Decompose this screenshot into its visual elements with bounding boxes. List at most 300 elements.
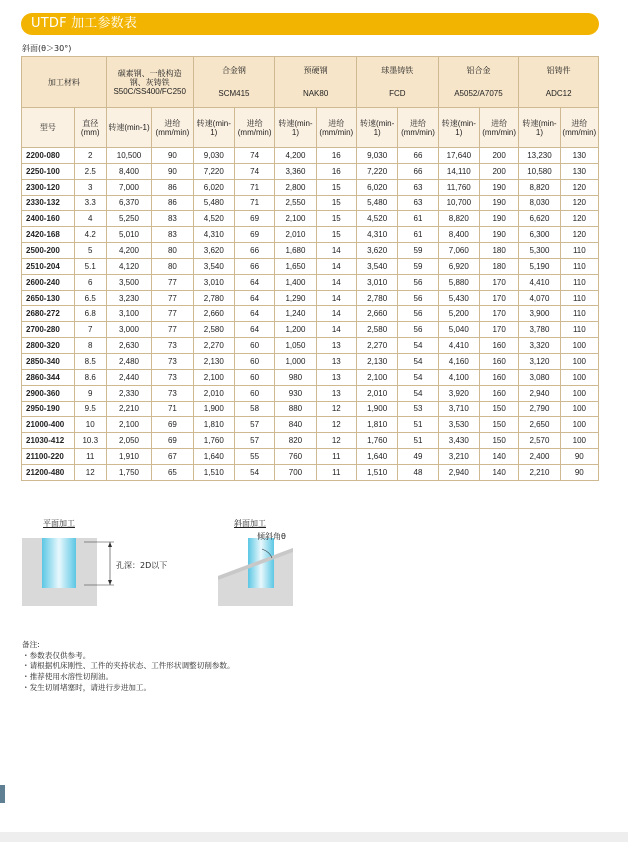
- feed-cell: 74: [234, 148, 274, 164]
- feed-cell: 180: [480, 258, 519, 274]
- speed-cell: 4,160: [438, 353, 479, 369]
- notes-section: [22, 640, 235, 694]
- drill-hole: [42, 538, 76, 588]
- feed-cell: 73: [152, 338, 193, 354]
- speed-cell: 8,820: [519, 179, 560, 195]
- speed-cell: 3,210: [438, 449, 479, 465]
- material-grade: SCM415: [218, 89, 250, 98]
- speed-cell: 1,510: [193, 464, 234, 480]
- speed-header: 转速(min-1): [106, 108, 151, 148]
- speed-cell: 1,510: [356, 464, 397, 480]
- feed-cell: 54: [398, 385, 438, 401]
- feed-cell: 80: [152, 243, 193, 259]
- feed-cell: 120: [560, 227, 598, 243]
- speed-cell: 1,640: [356, 449, 397, 465]
- model-cell: 2800-320: [22, 338, 75, 354]
- feed-cell: 56: [398, 322, 438, 338]
- speed-cell: 3,900: [519, 306, 560, 322]
- speed-cell: 1,650: [275, 258, 316, 274]
- speed-cell: 4,070: [519, 290, 560, 306]
- feed-cell: 71: [234, 179, 274, 195]
- speed-cell: 6,620: [519, 211, 560, 227]
- feed-cell: 100: [560, 433, 598, 449]
- feed-cell: 110: [560, 274, 598, 290]
- feed-cell: 63: [398, 179, 438, 195]
- feed-cell: 160: [480, 338, 519, 354]
- diameter-cell: 2: [74, 148, 106, 164]
- speed-cell: 3,530: [438, 417, 479, 433]
- feed-cell: 56: [398, 306, 438, 322]
- feed-cell: 54: [398, 369, 438, 385]
- table-row: [22, 274, 599, 290]
- speed-cell: 3,780: [519, 322, 560, 338]
- speed-cell: 2,010: [275, 227, 316, 243]
- feed-cell: 66: [234, 258, 274, 274]
- speed-cell: 840: [275, 417, 316, 433]
- feed-cell: 90: [560, 449, 598, 465]
- feed-cell: 57: [234, 417, 274, 433]
- speed-cell: 2,800: [275, 179, 316, 195]
- speed-cell: 5,200: [438, 306, 479, 322]
- speed-cell: 3,100: [106, 306, 151, 322]
- diameter-cell: 4: [74, 211, 106, 227]
- note-item: ・发生切屑堵塞时，请进行步进加工。: [22, 682, 152, 692]
- feed-cell: 60: [234, 385, 274, 401]
- feed-cell: 120: [560, 179, 598, 195]
- table-subtitle: 斜面(θ＞30°): [22, 44, 72, 53]
- feed-cell: 69: [152, 433, 193, 449]
- feed-cell: 100: [560, 385, 598, 401]
- material-name: 碳素钢、一般构造钢、灰铸铁: [117, 68, 182, 87]
- speed-cell: 2,650: [519, 417, 560, 433]
- model-header: 型号: [22, 108, 75, 148]
- speed-cell: 2,570: [519, 433, 560, 449]
- flat-machining-title: 平面加工: [43, 519, 75, 528]
- material-header-prehardened-steel: [275, 57, 357, 108]
- speed-cell: 6,020: [356, 179, 397, 195]
- feed-cell: 67: [152, 449, 193, 465]
- material-grade: FCD: [389, 89, 406, 98]
- speed-cell: 1,900: [356, 401, 397, 417]
- feed-cell: 190: [480, 211, 519, 227]
- note-item: ・推荐使用水溶性切削油。: [22, 672, 114, 682]
- speed-cell: 3,320: [519, 338, 560, 354]
- feed-cell: 66: [398, 148, 438, 164]
- speed-cell: 3,000: [106, 322, 151, 338]
- speed-cell: 1,050: [275, 338, 316, 354]
- speed-cell: 3,230: [106, 290, 151, 306]
- speed-cell: 4,520: [193, 211, 234, 227]
- diameter-cell: 2.5: [74, 163, 106, 179]
- table-row: [22, 290, 599, 306]
- material-header-aluminum-casting: [519, 57, 599, 108]
- feed-cell: 61: [398, 227, 438, 243]
- column-header-row: [22, 108, 599, 148]
- speed-cell: 7,220: [193, 163, 234, 179]
- feed-cell: 190: [480, 227, 519, 243]
- model-cell: 2400-160: [22, 211, 75, 227]
- feed-cell: 100: [560, 369, 598, 385]
- speed-cell: 2,100: [356, 369, 397, 385]
- feed-cell: 86: [152, 195, 193, 211]
- feed-header: 进给(mm/min): [480, 108, 519, 148]
- parameter-table: [21, 56, 599, 481]
- speed-cell: 1,240: [275, 306, 316, 322]
- model-cell: 2650-130: [22, 290, 75, 306]
- diameter-cell: 9.5: [74, 401, 106, 417]
- model-cell: 2510-204: [22, 258, 75, 274]
- note-item: ・请根据机床刚性、工件的夹持状态、工件形状调整切削参数。: [22, 661, 235, 671]
- speed-cell: 3,430: [438, 433, 479, 449]
- feed-cell: 14: [316, 258, 356, 274]
- page-side-marker: [0, 785, 5, 803]
- speed-cell: 3,540: [193, 258, 234, 274]
- feed-cell: 86: [152, 179, 193, 195]
- feed-cell: 16: [316, 163, 356, 179]
- table-row: [22, 211, 599, 227]
- speed-cell: 1,910: [106, 449, 151, 465]
- table-row: [22, 148, 599, 164]
- model-cell: 21000-400: [22, 417, 75, 433]
- speed-cell: 1,750: [106, 464, 151, 480]
- speed-cell: 3,080: [519, 369, 560, 385]
- speed-cell: 3,620: [356, 243, 397, 259]
- speed-cell: 4,410: [519, 274, 560, 290]
- speed-cell: 6,370: [106, 195, 151, 211]
- speed-cell: 5,480: [193, 195, 234, 211]
- table-row: [22, 306, 599, 322]
- speed-cell: 3,500: [106, 274, 151, 290]
- speed-cell: 2,660: [356, 306, 397, 322]
- feed-cell: 60: [234, 369, 274, 385]
- table-row: [22, 195, 599, 211]
- feed-header: 进给(mm/min): [560, 108, 598, 148]
- speed-header: 转速(min-1): [356, 108, 397, 148]
- material-name: 铝铸件: [546, 66, 571, 75]
- speed-header: 转速(min-1): [519, 108, 560, 148]
- speed-cell: 2,400: [519, 449, 560, 465]
- feed-cell: 77: [152, 306, 193, 322]
- feed-cell: 56: [398, 290, 438, 306]
- note-item: ・参数表仅供参考。: [22, 650, 91, 660]
- speed-cell: 930: [275, 385, 316, 401]
- feed-cell: 110: [560, 243, 598, 259]
- feed-cell: 51: [398, 433, 438, 449]
- feed-cell: 15: [316, 179, 356, 195]
- feed-cell: 59: [398, 243, 438, 259]
- feed-cell: 65: [152, 464, 193, 480]
- feed-cell: 58: [234, 401, 274, 417]
- feed-header: 进给(mm/min): [234, 108, 274, 148]
- table-row: [22, 338, 599, 354]
- feed-cell: 74: [234, 163, 274, 179]
- speed-cell: 2,270: [356, 338, 397, 354]
- speed-cell: 2,100: [106, 417, 151, 433]
- table-row: [22, 449, 599, 465]
- speed-cell: 1,760: [193, 433, 234, 449]
- feed-cell: 13: [316, 353, 356, 369]
- feed-cell: 100: [560, 401, 598, 417]
- speed-cell: 8,400: [438, 227, 479, 243]
- speed-cell: 13,230: [519, 148, 560, 164]
- feed-cell: 69: [234, 227, 274, 243]
- model-cell: 2700-280: [22, 322, 75, 338]
- material-header-ductile-iron: [356, 57, 438, 108]
- diameter-cell: 4.2: [74, 227, 106, 243]
- feed-cell: 57: [234, 433, 274, 449]
- speed-cell: 3,010: [193, 274, 234, 290]
- table-row: [22, 322, 599, 338]
- speed-cell: 3,920: [438, 385, 479, 401]
- feed-cell: 130: [560, 148, 598, 164]
- speed-cell: 7,000: [106, 179, 151, 195]
- table-row: [22, 243, 599, 259]
- feed-cell: 53: [398, 401, 438, 417]
- material-grade: A5052/A7075: [454, 89, 503, 98]
- speed-cell: 700: [275, 464, 316, 480]
- feed-cell: 12: [316, 401, 356, 417]
- feed-cell: 12: [316, 417, 356, 433]
- feed-cell: 160: [480, 369, 519, 385]
- speed-cell: 4,520: [356, 211, 397, 227]
- feed-cell: 13: [316, 385, 356, 401]
- material-header-aluminum-alloy: [438, 57, 519, 108]
- feed-cell: 15: [316, 211, 356, 227]
- feed-cell: 54: [234, 464, 274, 480]
- feed-cell: 56: [398, 274, 438, 290]
- speed-cell: 1,810: [356, 417, 397, 433]
- feed-cell: 11: [316, 464, 356, 480]
- feed-cell: 190: [480, 179, 519, 195]
- material-grade: ADC12: [545, 89, 572, 98]
- speed-cell: 2,780: [193, 290, 234, 306]
- diameter-cell: 8: [74, 338, 106, 354]
- material-name: 合金钢: [221, 66, 246, 75]
- feed-cell: 170: [480, 322, 519, 338]
- feed-cell: 64: [234, 274, 274, 290]
- speed-cell: 2,580: [193, 322, 234, 338]
- speed-header: 转速(min-1): [193, 108, 234, 148]
- speed-cell: 4,200: [275, 148, 316, 164]
- speed-cell: 1,200: [275, 322, 316, 338]
- feed-header: 进给(mm/min): [316, 108, 356, 148]
- speed-cell: 3,120: [519, 353, 560, 369]
- speed-cell: 6,300: [519, 227, 560, 243]
- feed-cell: 170: [480, 306, 519, 322]
- feed-cell: 64: [234, 306, 274, 322]
- model-cell: 2330-132: [22, 195, 75, 211]
- feed-cell: 66: [398, 163, 438, 179]
- feed-cell: 61: [398, 211, 438, 227]
- speed-cell: 1,760: [356, 433, 397, 449]
- speed-cell: 1,810: [193, 417, 234, 433]
- feed-cell: 14: [316, 322, 356, 338]
- model-cell: 2300-120: [22, 179, 75, 195]
- feed-cell: 73: [152, 385, 193, 401]
- material-header-row: [22, 57, 599, 108]
- feed-cell: 54: [398, 353, 438, 369]
- footer-band: [0, 832, 628, 842]
- feed-cell: 100: [560, 417, 598, 433]
- feed-cell: 110: [560, 258, 598, 274]
- table-row: [22, 353, 599, 369]
- speed-cell: 2,270: [193, 338, 234, 354]
- speed-cell: 3,620: [193, 243, 234, 259]
- feed-cell: 73: [152, 353, 193, 369]
- model-cell: 21200-480: [22, 464, 75, 480]
- feed-cell: 170: [480, 274, 519, 290]
- speed-cell: 10,580: [519, 163, 560, 179]
- feed-cell: 77: [152, 274, 193, 290]
- model-cell: 2950-190: [22, 401, 75, 417]
- speed-cell: 9,030: [193, 148, 234, 164]
- diameter-cell: 9: [74, 385, 106, 401]
- speed-cell: 10,500: [106, 148, 151, 164]
- feed-header: 进给(mm/min): [152, 108, 193, 148]
- diameter-cell: 12: [74, 464, 106, 480]
- feed-cell: 48: [398, 464, 438, 480]
- speed-cell: 10,700: [438, 195, 479, 211]
- material-name: 球墨铸铁: [381, 66, 414, 75]
- speed-cell: 2,050: [106, 433, 151, 449]
- feed-cell: 64: [234, 322, 274, 338]
- speed-cell: 2,480: [106, 353, 151, 369]
- model-cell: 2680-272: [22, 306, 75, 322]
- speed-cell: 4,120: [106, 258, 151, 274]
- speed-cell: 2,940: [519, 385, 560, 401]
- work-material-label: 加工材料: [22, 57, 107, 108]
- feed-cell: 14: [316, 243, 356, 259]
- speed-cell: 8,820: [438, 211, 479, 227]
- diameter-cell: 6.5: [74, 290, 106, 306]
- speed-cell: 5,190: [519, 258, 560, 274]
- speed-cell: 4,310: [356, 227, 397, 243]
- speed-cell: 3,540: [356, 258, 397, 274]
- feed-cell: 83: [152, 211, 193, 227]
- feed-cell: 73: [152, 369, 193, 385]
- speed-cell: 2,330: [106, 385, 151, 401]
- model-cell: 2200-080: [22, 148, 75, 164]
- speed-cell: 11,760: [438, 179, 479, 195]
- feed-cell: 180: [480, 243, 519, 259]
- speed-cell: 5,430: [438, 290, 479, 306]
- material-name: 预硬钢: [303, 66, 328, 75]
- feed-cell: 200: [480, 163, 519, 179]
- table-row: [22, 385, 599, 401]
- parameter-table-body: [22, 148, 599, 481]
- feed-cell: 110: [560, 322, 598, 338]
- speed-cell: 2,780: [356, 290, 397, 306]
- feed-cell: 12: [316, 433, 356, 449]
- speed-cell: 1,900: [193, 401, 234, 417]
- speed-cell: 2,100: [193, 369, 234, 385]
- feed-cell: 100: [560, 338, 598, 354]
- feed-cell: 14: [316, 274, 356, 290]
- diameter-cell: 11: [74, 449, 106, 465]
- speed-cell: 2,130: [193, 353, 234, 369]
- table-row: [22, 417, 599, 433]
- speed-cell: 4,200: [106, 243, 151, 259]
- feed-cell: 140: [480, 449, 519, 465]
- diameter-cell: 6.8: [74, 306, 106, 322]
- diameter-cell: 7: [74, 322, 106, 338]
- model-cell: 2600-240: [22, 274, 75, 290]
- speed-cell: 880: [275, 401, 316, 417]
- speed-cell: 2,210: [106, 401, 151, 417]
- feed-cell: 15: [316, 195, 356, 211]
- feed-cell: 11: [316, 449, 356, 465]
- feed-cell: 77: [152, 290, 193, 306]
- model-cell: 2850-340: [22, 353, 75, 369]
- speed-cell: 1,400: [275, 274, 316, 290]
- speed-cell: 1,680: [275, 243, 316, 259]
- feed-cell: 69: [234, 211, 274, 227]
- speed-header: 转速(min-1): [438, 108, 479, 148]
- page-title: UTDF 加工参数表: [21, 13, 599, 35]
- table-row: [22, 163, 599, 179]
- feed-cell: 77: [152, 322, 193, 338]
- speed-cell: 2,550: [275, 195, 316, 211]
- feed-cell: 71: [152, 401, 193, 417]
- diameter-cell: 3: [74, 179, 106, 195]
- feed-cell: 64: [234, 290, 274, 306]
- feed-cell: 110: [560, 290, 598, 306]
- feed-cell: 120: [560, 211, 598, 227]
- feed-cell: 69: [152, 417, 193, 433]
- speed-cell: 5,880: [438, 274, 479, 290]
- model-cell: 2500-200: [22, 243, 75, 259]
- feed-cell: 130: [560, 163, 598, 179]
- feed-cell: 71: [234, 195, 274, 211]
- speed-cell: 8,400: [106, 163, 151, 179]
- speed-cell: 3,360: [275, 163, 316, 179]
- table-row: [22, 227, 599, 243]
- feed-cell: 60: [234, 338, 274, 354]
- model-cell: 21030-412: [22, 433, 75, 449]
- speed-cell: 7,060: [438, 243, 479, 259]
- speed-cell: 1,290: [275, 290, 316, 306]
- speed-cell: 2,130: [356, 353, 397, 369]
- feed-cell: 55: [234, 449, 274, 465]
- diameter-header: 直径(mm): [74, 108, 106, 148]
- notes-title: 备注:: [22, 640, 40, 649]
- feed-cell: 16: [316, 148, 356, 164]
- feed-cell: 13: [316, 338, 356, 354]
- speed-cell: 1,640: [193, 449, 234, 465]
- speed-cell: 3,010: [356, 274, 397, 290]
- feed-cell: 80: [152, 258, 193, 274]
- speed-cell: 2,660: [193, 306, 234, 322]
- feed-cell: 160: [480, 385, 519, 401]
- feed-cell: 49: [398, 449, 438, 465]
- speed-cell: 5,250: [106, 211, 151, 227]
- feed-cell: 13: [316, 369, 356, 385]
- model-cell: 2860-344: [22, 369, 75, 385]
- feed-cell: 150: [480, 417, 519, 433]
- table-row: [22, 401, 599, 417]
- table-row: [22, 369, 599, 385]
- speed-cell: 2,010: [193, 385, 234, 401]
- diameter-cell: 8.6: [74, 369, 106, 385]
- feed-cell: 66: [234, 243, 274, 259]
- feed-cell: 54: [398, 338, 438, 354]
- feed-cell: 83: [152, 227, 193, 243]
- feed-cell: 150: [480, 433, 519, 449]
- model-cell: 21100-220: [22, 449, 75, 465]
- speed-cell: 5,480: [356, 195, 397, 211]
- diameter-cell: 5.1: [74, 258, 106, 274]
- feed-cell: 14: [316, 290, 356, 306]
